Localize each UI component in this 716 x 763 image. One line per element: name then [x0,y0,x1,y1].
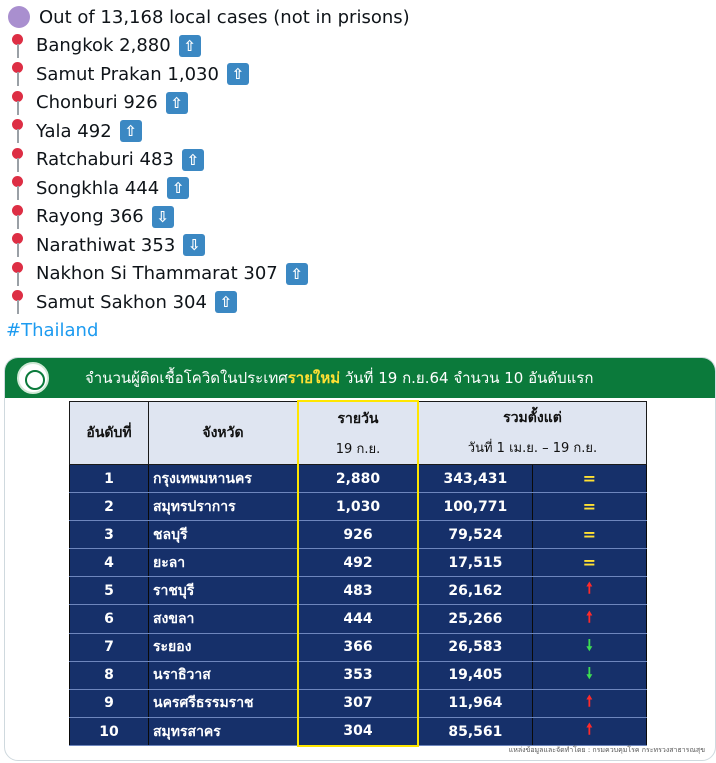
province-line [6,288,706,317]
province-line [6,231,706,260]
cell-trend [532,689,646,717]
hashtag-link[interactable]: #Thailand [6,320,99,342]
province-text: Narathiwat 353 [36,234,176,256]
round-pushpin-icon [9,34,25,58]
equal-icon: = [582,469,597,489]
cell-cumulative: 100,771 [418,493,532,521]
up-arrow-icon: ⇧ [167,177,189,199]
ministry-logo-icon [17,362,49,394]
up-arrow-icon: ⇧ [215,291,237,313]
up-arrow-icon: ⇧ [166,92,188,114]
cell-province: นครศรีธรรมราช [149,689,299,717]
cell-province: สมุทรสาคร [149,717,299,746]
cell-province: ชลบุรี [149,521,299,549]
province-text: Yala 492 [36,120,112,142]
round-pushpin-icon [9,176,25,200]
cell-daily: 304 [298,717,418,746]
header-province: จังหวัด [149,401,299,465]
cell-trend [532,465,646,493]
table-row [70,633,647,661]
cell-rank: 9 [70,689,149,717]
green-down-arrow-icon: 🠗 [586,635,593,654]
cell-daily: 353 [298,661,418,689]
province-text: Ratchaburi 483 [36,149,174,171]
cell-cumulative: 26,583 [418,633,532,661]
cell-rank: 5 [70,577,149,605]
cell-trend [532,717,646,746]
cell-trend [532,633,646,661]
tweet-summary: Out of 13,168 local cases (not in prisons) [39,6,410,28]
round-pushpin-icon [9,148,25,172]
cell-daily: 2,880 [298,465,418,493]
infographic-title: จำนวนผู้ติดเชื้อโควิดในประเทศรายใหม่ วันที่ 19 ก.ย.64 จำนวน 10 อันดับแรก [85,369,594,387]
cell-daily: 1,030 [298,493,418,521]
down-arrow-icon: ⇩ [152,206,174,228]
province-text: Chonburi 926 [36,92,158,114]
cell-cumulative: 17,515 [418,549,532,577]
red-up-arrow-icon: 🠕 [586,691,593,710]
header-cumulative: รวมตั้งแต่ วันที่ 1 เม.ย. – 19 ก.ย. [418,401,647,465]
cell-cumulative: 26,162 [418,577,532,605]
top-provinces-table [69,400,647,747]
cell-trend [532,549,646,577]
province-text: Samut Sakhon 304 [36,291,207,313]
round-pushpin-icon [9,119,25,143]
province-text: Songkhla 444 [36,177,160,199]
province-line [6,146,706,175]
hashtag-line [6,317,706,346]
round-pushpin-icon [9,62,25,86]
cell-rank: 8 [70,661,149,689]
up-arrow-icon: ⇧ [120,120,142,142]
up-arrow-icon: ⇧ [286,263,308,285]
province-text: Bangkok 2,880 [36,35,171,57]
round-pushpin-icon [9,91,25,115]
red-up-arrow-icon: 🠕 [586,720,593,739]
cell-cumulative: 343,431 [418,465,532,493]
cell-province: ราชบุรี [149,577,299,605]
cell-rank: 1 [70,465,149,493]
cell-rank: 6 [70,605,149,633]
tweet-summary-line [6,3,706,32]
round-pushpin-icon [9,290,25,314]
cell-province: ระยอง [149,633,299,661]
table-row [70,689,647,717]
up-arrow-icon: ⇧ [227,63,249,85]
province-line [6,174,706,203]
equal-icon: = [582,525,597,545]
round-pushpin-icon [9,233,25,257]
cell-trend [532,605,646,633]
cell-daily: 444 [298,605,418,633]
green-down-arrow-icon: 🠗 [586,663,593,682]
cell-rank: 7 [70,633,149,661]
cell-cumulative: 25,266 [418,605,532,633]
cell-province: สมุทรปราการ [149,493,299,521]
header-rank: อันดับที่ [70,401,149,465]
cell-province: นราธิวาส [149,661,299,689]
cell-trend [532,661,646,689]
round-pushpin-icon [9,262,25,286]
cell-daily: 483 [298,577,418,605]
cell-province: กรุงเทพมหานคร [149,465,299,493]
table-row [70,605,647,633]
province-line [6,117,706,146]
red-up-arrow-icon: 🠕 [586,579,593,598]
cell-cumulative: 85,561 [418,717,532,746]
table-row [70,577,647,605]
table-row [70,661,647,689]
cell-province: สงขลา [149,605,299,633]
province-text: Samut Prakan 1,030 [36,63,219,85]
province-line [6,60,706,89]
cell-daily: 492 [298,549,418,577]
cell-rank: 2 [70,493,149,521]
table-row [70,521,647,549]
table-row [70,549,647,577]
cell-trend [532,577,646,605]
province-line [6,32,706,61]
purple-circle-icon [8,6,30,28]
equal-icon: = [582,553,597,573]
cell-cumulative: 19,405 [418,661,532,689]
equal-icon: = [582,497,597,517]
cell-province: ยะลา [149,549,299,577]
cell-daily: 926 [298,521,418,549]
cell-rank: 4 [70,549,149,577]
round-pushpin-icon [9,205,25,229]
cell-daily: 366 [298,633,418,661]
cell-daily: 307 [298,689,418,717]
cell-rank: 3 [70,521,149,549]
table-header-row [70,401,647,465]
province-text: Nakhon Si Thammarat 307 [36,263,278,285]
source-credit: แหล่งข้อมูลและจัดทำโดย : กรมควบคุมโรค กระทรวงสาธารณสุข [508,746,705,754]
tweet-text [6,3,706,345]
up-arrow-icon: ⇧ [179,35,201,57]
cell-rank: 10 [70,717,149,746]
header-daily: รายวัน 19 ก.ย. [298,401,418,465]
cell-trend [532,521,646,549]
province-list [6,32,706,317]
up-arrow-icon: ⇧ [182,149,204,171]
table-row [70,717,647,746]
cell-cumulative: 79,524 [418,521,532,549]
cell-cumulative: 11,964 [418,689,532,717]
tweet-image-card[interactable] [4,357,716,761]
red-up-arrow-icon: 🠕 [586,607,593,626]
cell-trend [532,493,646,521]
province-line [6,89,706,118]
province-text: Rayong 366 [36,206,144,228]
down-arrow-icon: ⇩ [183,234,205,256]
infographic-banner [5,358,715,398]
table-row [70,493,647,521]
table-row [70,465,647,493]
province-line [6,203,706,232]
province-line [6,260,706,289]
